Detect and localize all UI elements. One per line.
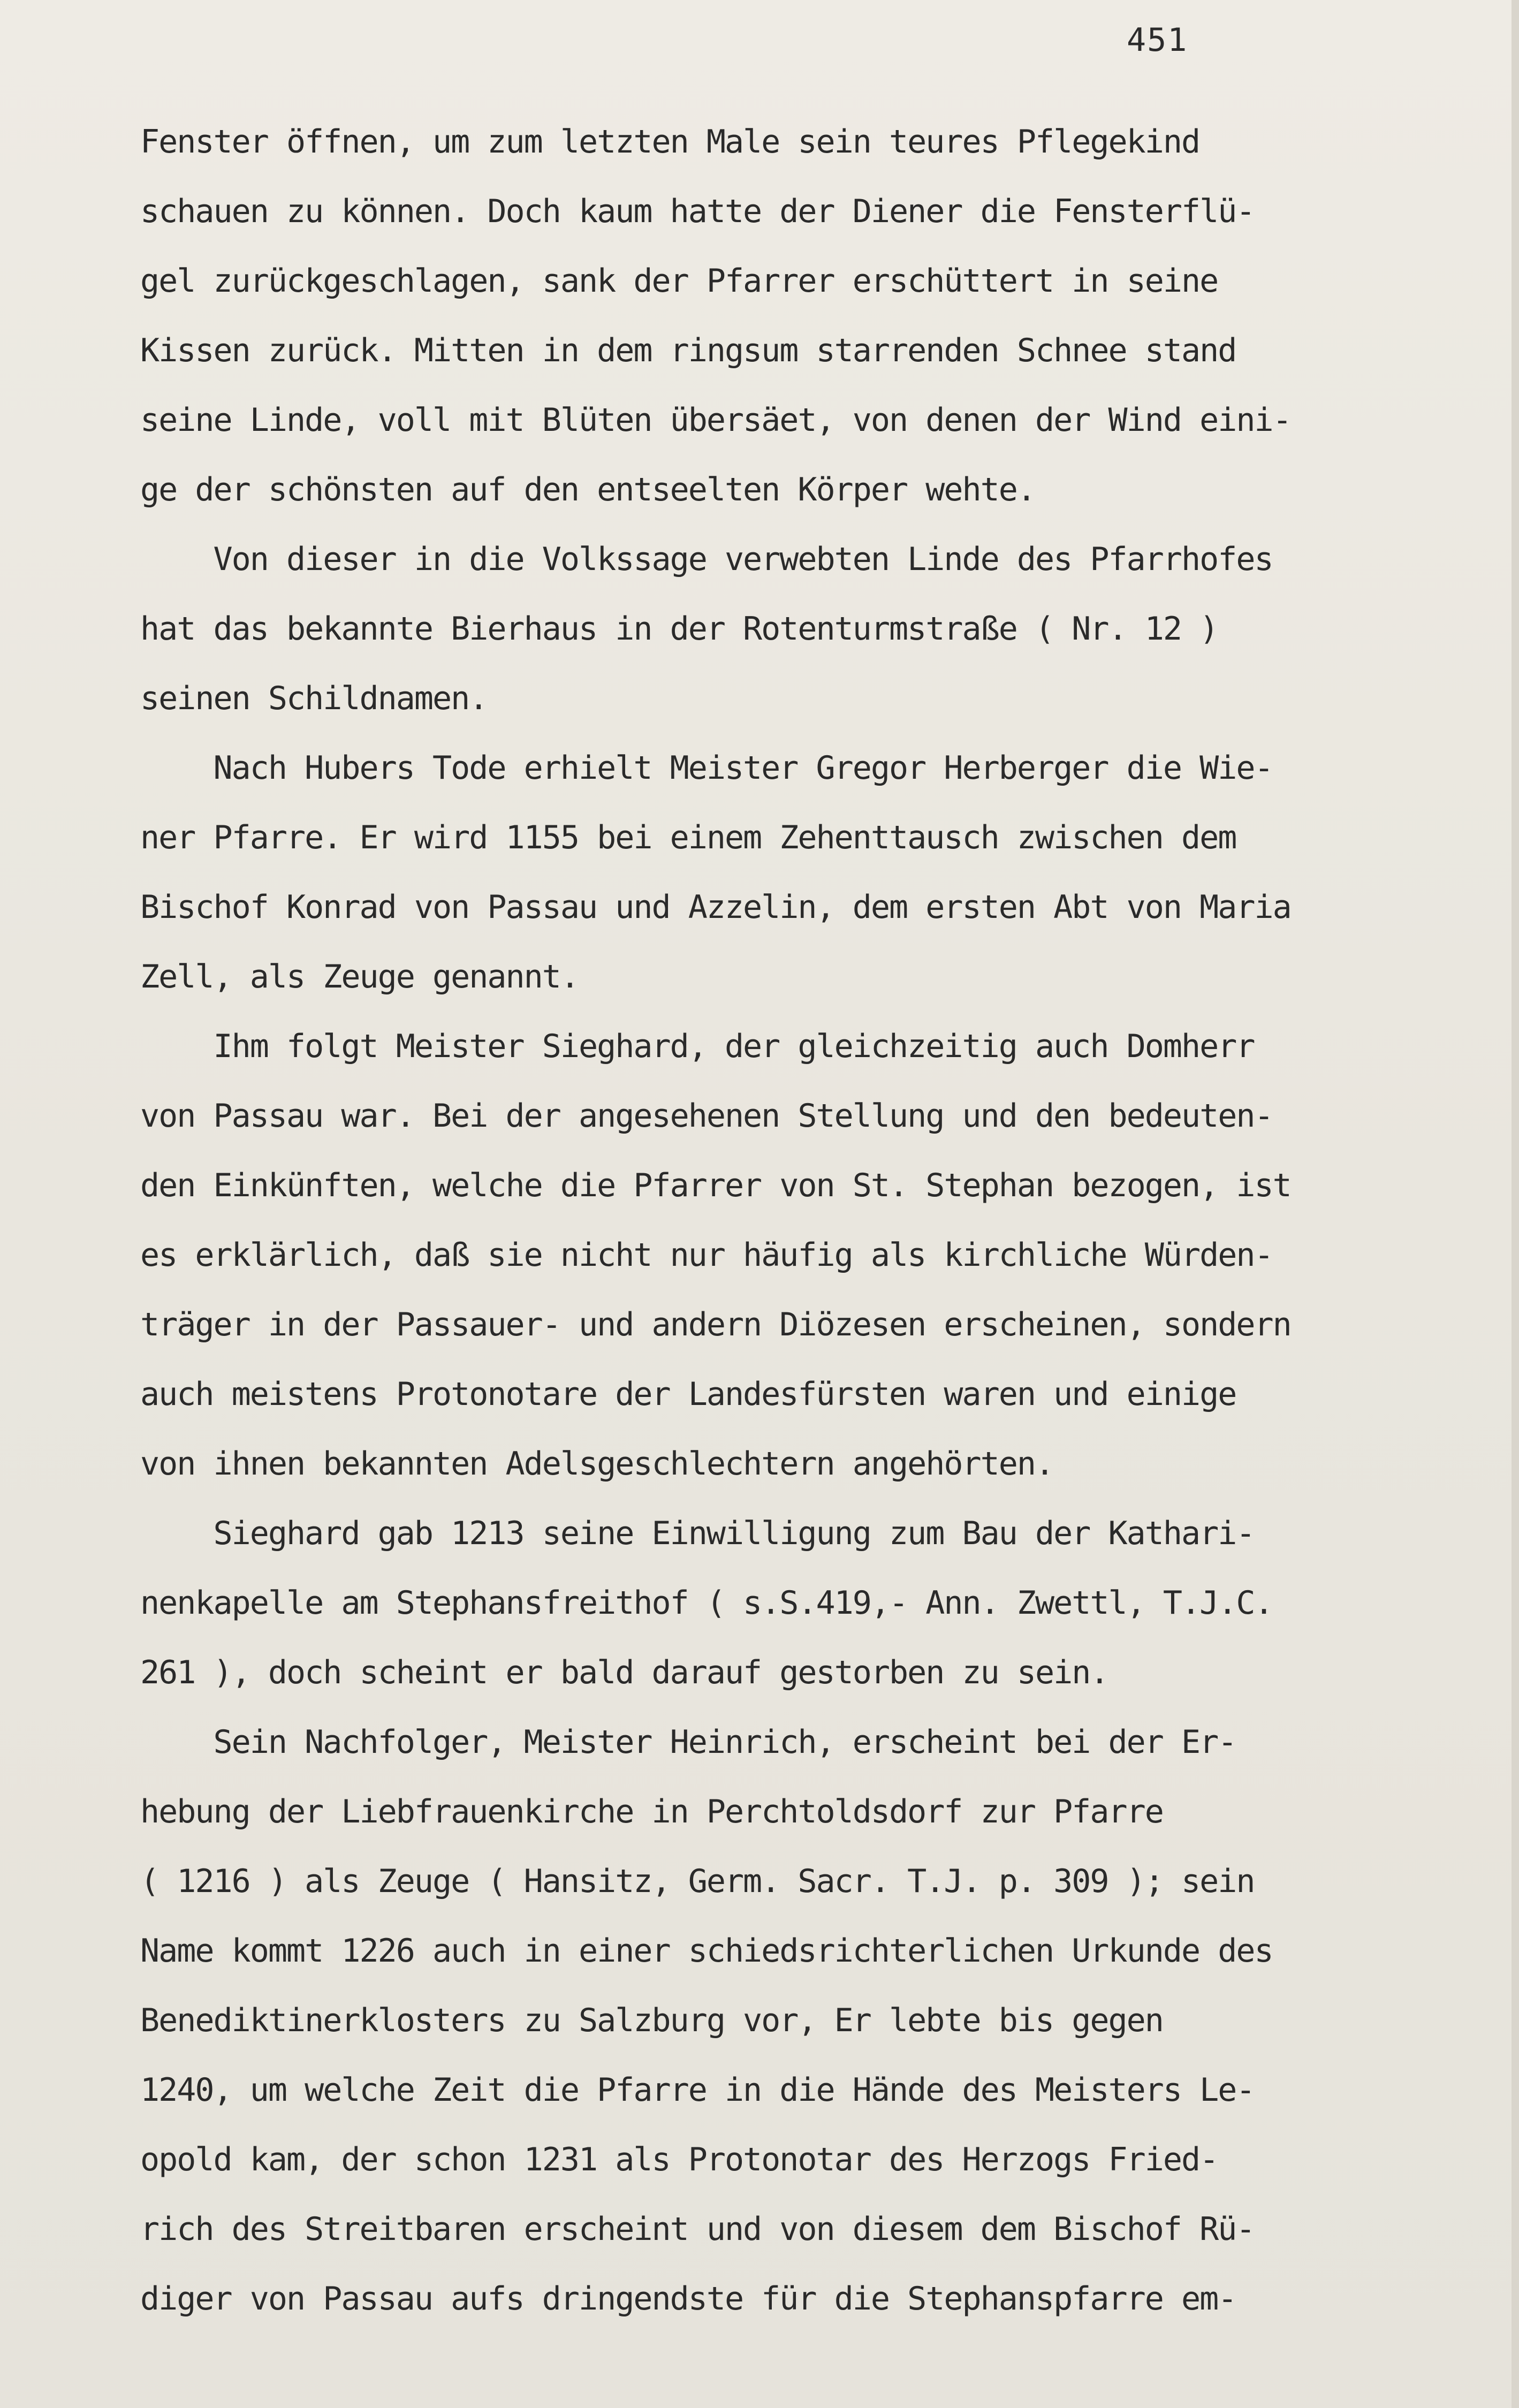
text-line: rich des Streitbaren erscheint und von diesem dem Bischof Rü-: [140, 2211, 1255, 2248]
text-line: Sein Nachfolger, Meister Heinrich, erscheint bei der Er-: [140, 1723, 1236, 1761]
text-line: Bischof Konrad von Passau und Azzelin, dem ersten Abt von Maria: [140, 888, 1291, 926]
text-line: Kissen zurück. Mitten in dem ringsum starrenden Schnee stand: [140, 332, 1236, 369]
text-line: gel zurückgeschlagen, sank der Pfarrer erschüttert in seine: [140, 262, 1218, 300]
text-line: Sieghard gab 1213 seine Einwilligung zum Bau der Kathari-: [140, 1515, 1255, 1552]
text-line: von Passau war. Bei der angesehenen Stellung und den bedeuten-: [140, 1097, 1273, 1135]
text-line: Fenster öffnen, um zum letzten Male sein teures Pflegekind: [140, 123, 1200, 161]
text-line: nenkapelle am Stephansfreithof ( s.S.419,- Ann. Zwettl, T.J.C.: [140, 1584, 1273, 1622]
text-line: Nach Hubers Tode erhielt Meister Gregor Herberger die Wie-: [140, 749, 1273, 787]
text-line: opold kam, der schon 1231 als Protonotar des Herzogs Fried-: [140, 2141, 1218, 2178]
text-line: hat das bekannte Bierhaus in der Rotenturmstraße ( Nr. 12 ): [140, 610, 1218, 648]
text-line: 261 ), doch scheint er bald darauf gestorben zu sein.: [140, 1654, 1108, 1691]
text-line: ge der schönsten auf den entseelten Körper wehte.: [140, 471, 1036, 508]
text-line: 1240, um welche Zeit die Pfarre in die Hände des Meisters Le-: [140, 2071, 1255, 2109]
text-line: Zell, als Zeuge genannt.: [140, 958, 579, 996]
text-line: Name kommt 1226 auch in einer schiedsrichterlichen Urkunde des: [140, 1932, 1273, 1970]
text-line: diger von Passau aufs dringendste für die Stephanspfarre em-: [140, 2280, 1236, 2318]
text-line: seine Linde, voll mit Blüten übersäet, von denen der Wind eini-: [140, 401, 1291, 439]
text-line: ( 1216 ) als Zeuge ( Hansitz, Germ. Sacr. T.J. p. 309 ); sein: [140, 1863, 1255, 1900]
text-line: auch meistens Protonotare der Landesfürsten waren und einige: [140, 1376, 1236, 1413]
text-line: Ihm folgt Meister Sieghard, der gleichzeitig auch Domherr: [140, 1028, 1255, 1065]
text-line: von ihnen bekannten Adelsgeschlechtern angehörten.: [140, 1445, 1054, 1483]
text-line: Von dieser in die Volkssage verwebten Linde des Pfarrhofes: [140, 541, 1273, 578]
text-line: träger in der Passauer- und andern Diözesen erscheinen, sondern: [140, 1306, 1291, 1343]
text-line: schauen zu können. Doch kaum hatte der Diener die Fensterflü-: [140, 193, 1255, 230]
text-line: ner Pfarre. Er wird 1155 bei einem Zehenttausch zwischen dem: [140, 819, 1236, 856]
text-line: seinen Schildnamen.: [140, 680, 488, 717]
text-line: hebung der Liebfrauenkirche in Perchtoldsdorf zur Pfarre: [140, 1793, 1163, 1830]
text-line: Benediktinerklosters zu Salzburg vor, Er lebte bis gegen: [140, 2002, 1163, 2039]
text-line: den Einkünften, welche die Pfarrer von St. Stephan bezogen, ist: [140, 1167, 1291, 1204]
page-number: 451: [1127, 21, 1188, 59]
page-edge: [1512, 0, 1519, 2408]
text-line: es erklärlich, daß sie nicht nur häufig als kirchliche Würden-: [140, 1236, 1273, 1274]
